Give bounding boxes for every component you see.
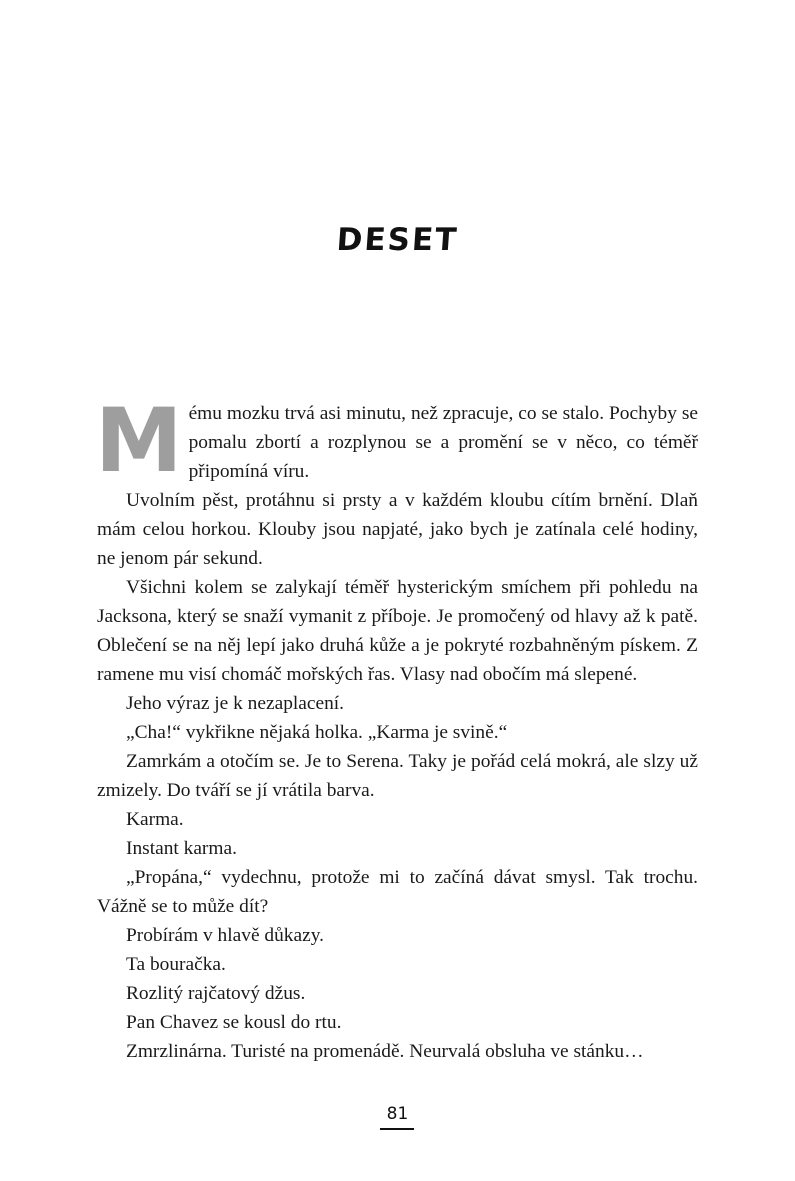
paragraph-11: Ta bouračka.: [126, 954, 226, 975]
paragraph-5: „Cha!“ vykřikne nějaká holka. „Karma je svině.“: [126, 722, 508, 743]
paragraph-10: Probírám v hlavě důkazy.: [126, 925, 324, 946]
paragraph-3: Všichni kolem se zalykají téměř hysterickým smíchem při pohledu na Jacksona, který se snaží vymanit z příboje. Je promočený od hlavy až k patě. Oblečení se na něj lepí jako druhá kůže a je pokryté rozbahněným pískem. Z ramene mu visí chomáč mořských řas. Vlasy nad obočím má slepené.: [97, 577, 698, 685]
paragraph-8: Instant karma.: [126, 838, 237, 859]
paragraph-2: Uvolním pěst, protáhnu si prsty a v každém kloubu cítím brnění. Dlaň mám celou horkou. Klouby jsou napjaté, jako bych je zatínala celé hodiny, ne jenom pár sekund.: [97, 490, 698, 569]
paragraph-7: Karma.: [126, 809, 184, 830]
paragraph-12: Rozlitý rajčatový džus.: [126, 983, 306, 1004]
chapter-title: DESET: [335, 222, 460, 258]
paragraph-14: Zmrzlinárna. Turisté na promenádě. Neurvalá obsluha ve stánku…: [126, 1041, 644, 1062]
chapter-text: [95, 389, 698, 1066]
page-number: 81: [386, 1104, 409, 1124]
paragraph-9: „Propána,“ vydechnu, protože mi to začíná dávat smysl. Tak trochu. Vážně se to může dít?: [97, 867, 698, 917]
paragraph-6: Zamrkám a otočím se. Je to Serena. Taky je pořád celá mokrá, ale slzy už zmizely. Do tváří se jí vrátila barva.: [97, 751, 698, 801]
paragraph-1: [95, 389, 698, 492]
paragraph-1-text: ému mozku trvá asi minutu, než zpracuje, co se stalo. Pochyby se pomalu zbortí a rozplynou se a promění se v něco, co téměř připomíná víru.: [188, 403, 698, 482]
drop-cap: M: [95, 389, 183, 492]
paragraph-13: Pan Chavez se kousl do rtu.: [126, 1012, 342, 1033]
paragraph-4: Jeho výraz je k nezaplacení.: [126, 693, 345, 714]
page-number-underline: [380, 1128, 414, 1130]
